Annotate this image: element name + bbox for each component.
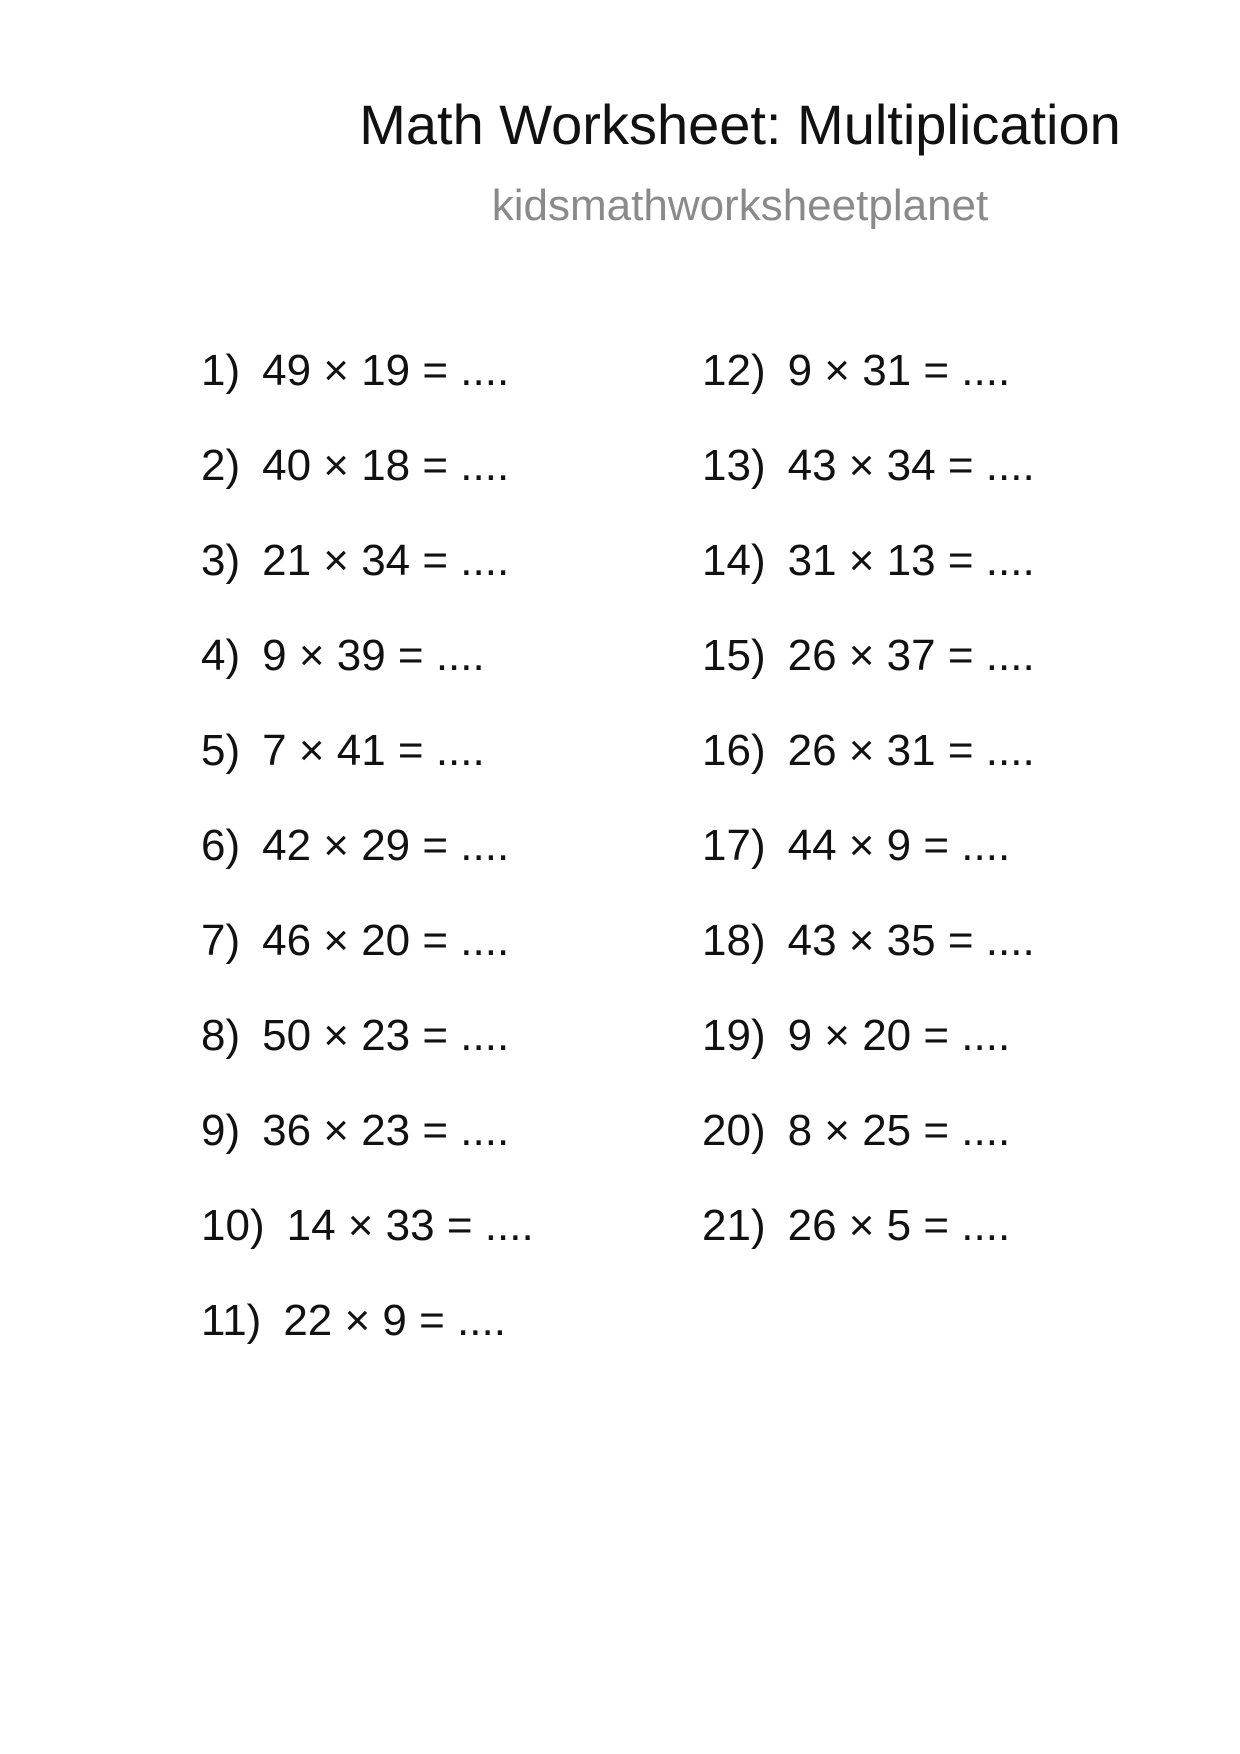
problem-expression: 36 × 23 = .... <box>262 1106 510 1155</box>
problem-expression: 26 × 31 = .... <box>787 726 1035 775</box>
problem-number: 17) <box>702 821 766 870</box>
problem-3 <box>201 536 534 634</box>
problem-number: 12) <box>702 346 766 395</box>
problem-15 <box>702 631 1035 729</box>
problem-number: 3) <box>201 536 241 585</box>
problem-number: 8) <box>201 1011 241 1060</box>
problem-1 <box>201 346 534 444</box>
page-title: Math Worksheet: Multiplication <box>359 93 1121 156</box>
problem-12 <box>702 346 1035 444</box>
problem-expression: 40 × 18 = .... <box>262 441 510 490</box>
problem-number: 11) <box>201 1296 262 1345</box>
problem-number: 18) <box>702 916 766 965</box>
problem-expression: 22 × 9 = .... <box>283 1296 506 1345</box>
problem-expression: 49 × 19 = .... <box>262 346 510 395</box>
problem-21 <box>702 1201 1035 1299</box>
problem-expression: 31 × 13 = .... <box>787 536 1035 585</box>
problem-9 <box>201 1106 534 1204</box>
problem-number: 5) <box>201 726 241 775</box>
problem-number: 16) <box>702 726 766 775</box>
problem-10 <box>201 1201 534 1299</box>
problem-expression: 21 × 34 = .... <box>262 536 510 585</box>
problem-expression: 26 × 5 = .... <box>787 1201 1011 1250</box>
problem-expression: 14 × 33 = .... <box>286 1201 534 1250</box>
problem-expression: 44 × 9 = .... <box>787 821 1011 870</box>
problem-17 <box>702 821 1035 919</box>
problem-expression: 9 × 31 = .... <box>787 346 1011 395</box>
problem-number: 4) <box>201 631 241 680</box>
problem-expression: 43 × 34 = .... <box>787 441 1035 490</box>
problem-number: 2) <box>201 441 241 490</box>
problem-7 <box>201 916 534 1014</box>
problem-expression: 26 × 37 = .... <box>787 631 1035 680</box>
problem-number: 10) <box>201 1201 265 1250</box>
problem-column-right <box>702 346 1035 1299</box>
problem-expression: 9 × 20 = .... <box>787 1011 1011 1060</box>
problem-expression: 50 × 23 = .... <box>262 1011 510 1060</box>
problem-expression: 8 × 25 = .... <box>787 1106 1011 1155</box>
problem-column-left <box>201 346 534 1394</box>
problem-number: 9) <box>201 1106 241 1155</box>
problem-19 <box>702 1011 1035 1109</box>
problem-5 <box>201 726 534 824</box>
problem-expression: 42 × 29 = .... <box>262 821 510 870</box>
problem-number: 21) <box>702 1201 766 1250</box>
problem-expression: 7 × 41 = .... <box>262 726 485 775</box>
problem-20 <box>702 1106 1035 1204</box>
problem-8 <box>201 1011 534 1109</box>
problem-number: 1) <box>201 346 241 395</box>
problem-11 <box>201 1296 534 1394</box>
problem-14 <box>702 536 1035 634</box>
problem-2 <box>201 441 534 539</box>
problem-number: 6) <box>201 821 241 870</box>
problem-number: 15) <box>702 631 766 680</box>
problem-number: 19) <box>702 1011 766 1060</box>
problem-number: 13) <box>702 441 766 490</box>
problem-16 <box>702 726 1035 824</box>
problem-13 <box>702 441 1035 539</box>
problem-18 <box>702 916 1035 1014</box>
problem-number: 20) <box>702 1106 766 1155</box>
problem-number: 7) <box>201 916 241 965</box>
page-subtitle: kidsmathworksheetplanet <box>491 181 989 230</box>
problem-expression: 9 × 39 = .... <box>262 631 485 680</box>
problem-number: 14) <box>702 536 766 585</box>
problem-expression: 46 × 20 = .... <box>262 916 510 965</box>
problem-6 <box>201 821 534 919</box>
problem-expression: 43 × 35 = .... <box>787 916 1035 965</box>
problem-4 <box>201 631 534 729</box>
